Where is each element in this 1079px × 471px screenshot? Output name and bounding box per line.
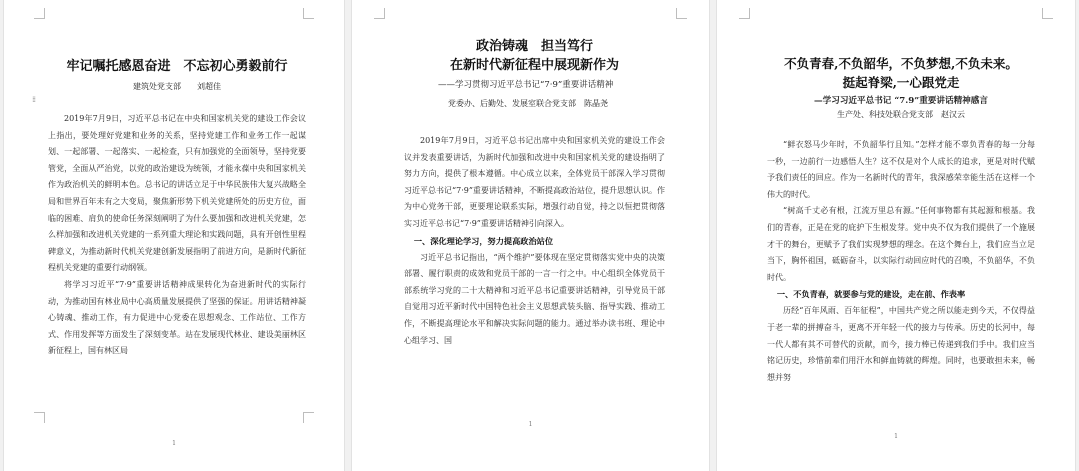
crop-mark-bottom-left: [34, 412, 45, 423]
paragraph: 习近平总书记指出，“两个维护”要体现在坚定贯彻落实党中央的决策部署、履行职责的成效和党员干部的一言一行之中。中心组织全体党员干部系统学习党的二十大精神和习近平总书记重要讲话精神，引导党员干部自觉用习近平新时代中国特色社会主义思想武装头脑、指导实践、推动工作，不断提高理论水平和解决实际问题的能力。通过举办读书班、理论中心组学习、国: [404, 252, 665, 345]
paragraph: 2019年7月9日，习近平总书记在中央和国家机关党的建设工作会议上指出，要处理好党建和业务的关系，坚持党建工作和业务工作一起谋划、一起部署、一起落实、一起检查，只有加强党的全面领导，坚持党要管党，全面从严治党，以党的政治建设为统领，才能永葆中央和国家机关作为政治机关的鲜明本色。总书记的讲话立足于中华民族伟大复兴战略全局和世界百年未有之大变局，聚焦新形势下机关党建所处的历史方位，面临的困难、肩负的使命任务深刻阐明了为什么要加强和改进机关党建，怎么样加强和改进机关党建的一系列重大理论和实践问题，具有开创性里程碑意义，为推动新时代机关党建创新发展指明了前进方向，是新时代新征程机关党建的重要行动纲领。: [48, 114, 306, 273]
page-number: 1: [894, 433, 898, 440]
body-text: [767, 303, 1035, 386]
paragraph: 历经“百年风雨、百年征程”，中国共产党之所以能走到今天，不仅得益于老一辈的拼搏奋斗，更离不开年轻一代的接力与传承。历史的长河中，每一代人都有其不可替代的贡献，而今，接力棒已传递到我们手中。我们应当铭记历史，珍惜前辈们用汗水和鲜血铸就的辉煌。同时，也要敢担未来，畅想并努: [767, 306, 1035, 382]
document-page-3: [717, 0, 1075, 471]
section-heading: 一、不负青春，就要参与党的建设，走在前、作表率: [776, 289, 966, 300]
subtitle: ——学习贯彻习近平总书记“7·9”重要讲话精神: [438, 80, 614, 90]
byline: 党委办、后勤处、发展室联合党支部 陈晶尧: [448, 99, 608, 108]
page-number: 1: [528, 421, 533, 428]
subtitle: —学习习近平总书记 “7.9”重要讲话精神感言: [814, 96, 988, 106]
body-text: [404, 133, 665, 233]
paragraph: 2019年7月9日，习近平总书记出席中央和国家机关党的建设工作会议并发表重要讲话，为新时代加强和改进中央和国家机关党的建设指明了努力方向，提供了根本遵循。中心成立以来，全体党员干部深入学习贯彻习近平总书记“7·9”重要讲话精神，不断提高政治站位，提升思想认识。作为中心党务干部，更要理论联系实际，增强行动自觉，持之以恒把贯彻落实习近平总书记“7·9”重要讲话精神引向深入。: [404, 136, 665, 228]
page-title-line-2: 在新时代新征程中展现新作为: [449, 58, 619, 73]
crop-mark-bottom-right: [303, 412, 314, 423]
page-title-line-1: 政治铸魂 担当笃行: [475, 39, 593, 54]
paragraph: “树高千丈必有根，江流万里总有源。”任何事物都有其起源和根基。我们的青春，正是在党的庇护下生根发芽。党中央不仅为我们提供了一个施展才干的舞台，更赋予了我们实现梦想的理念。在这个舞台上，我们应当立足当下，胸怀祖国，砥砺奋斗，以实际行动回应时代的召唤，不负韶华，不负时代。: [767, 206, 1035, 282]
page-title-line-1: 不负青春,不负韶华，不负梦想,不负未来。: [784, 56, 1018, 71]
body-text: [48, 111, 306, 360]
document-page-2: [352, 0, 709, 471]
page-number: 1: [172, 440, 176, 447]
byline: 建筑处党支部 刘超佳: [133, 82, 221, 91]
document-page-1: [4, 0, 344, 471]
paragraph: “鲜衣怒马少年时，不负韶华行且知。”怎样才能不辜负青春的每一分每一秒，一边前行一边感悟人生？这不仅是对个人成长的追求，更是对时代赋予我们责任的回应。作为一名新时代的青年，我深感荣幸能生活在这样一个伟大的时代。: [767, 140, 1035, 199]
page-title: 牢记嘱托感恩奋进 不忘初心勇毅前行: [66, 59, 288, 74]
section-heading: 一、深化理论学习，努力提高政治站位: [413, 235, 554, 246]
body-text: [404, 250, 665, 350]
body-text: [767, 137, 1035, 286]
page-title-line-2: 挺起脊梁,一心跟党走: [842, 75, 960, 90]
byline: 生产处、科技处联合党支部 赵汉云: [837, 110, 965, 119]
drag-handle-icon[interactable]: ⁞⁞: [32, 95, 36, 104]
paragraph: 将学习习近平“7·9”重要讲话精神成果转化为奋进新时代的实际行动，为推动国有林业局中心高质量发展提供了坚强的保证。用讲话精神凝心铸魂、推动工作，有力促进中心党委在思想观念、工作站位、工作方式、作用发挥等方面发生了深刻变革。站在发展现代林业、建设美丽林区新征程上，国有林区局: [48, 279, 306, 356]
